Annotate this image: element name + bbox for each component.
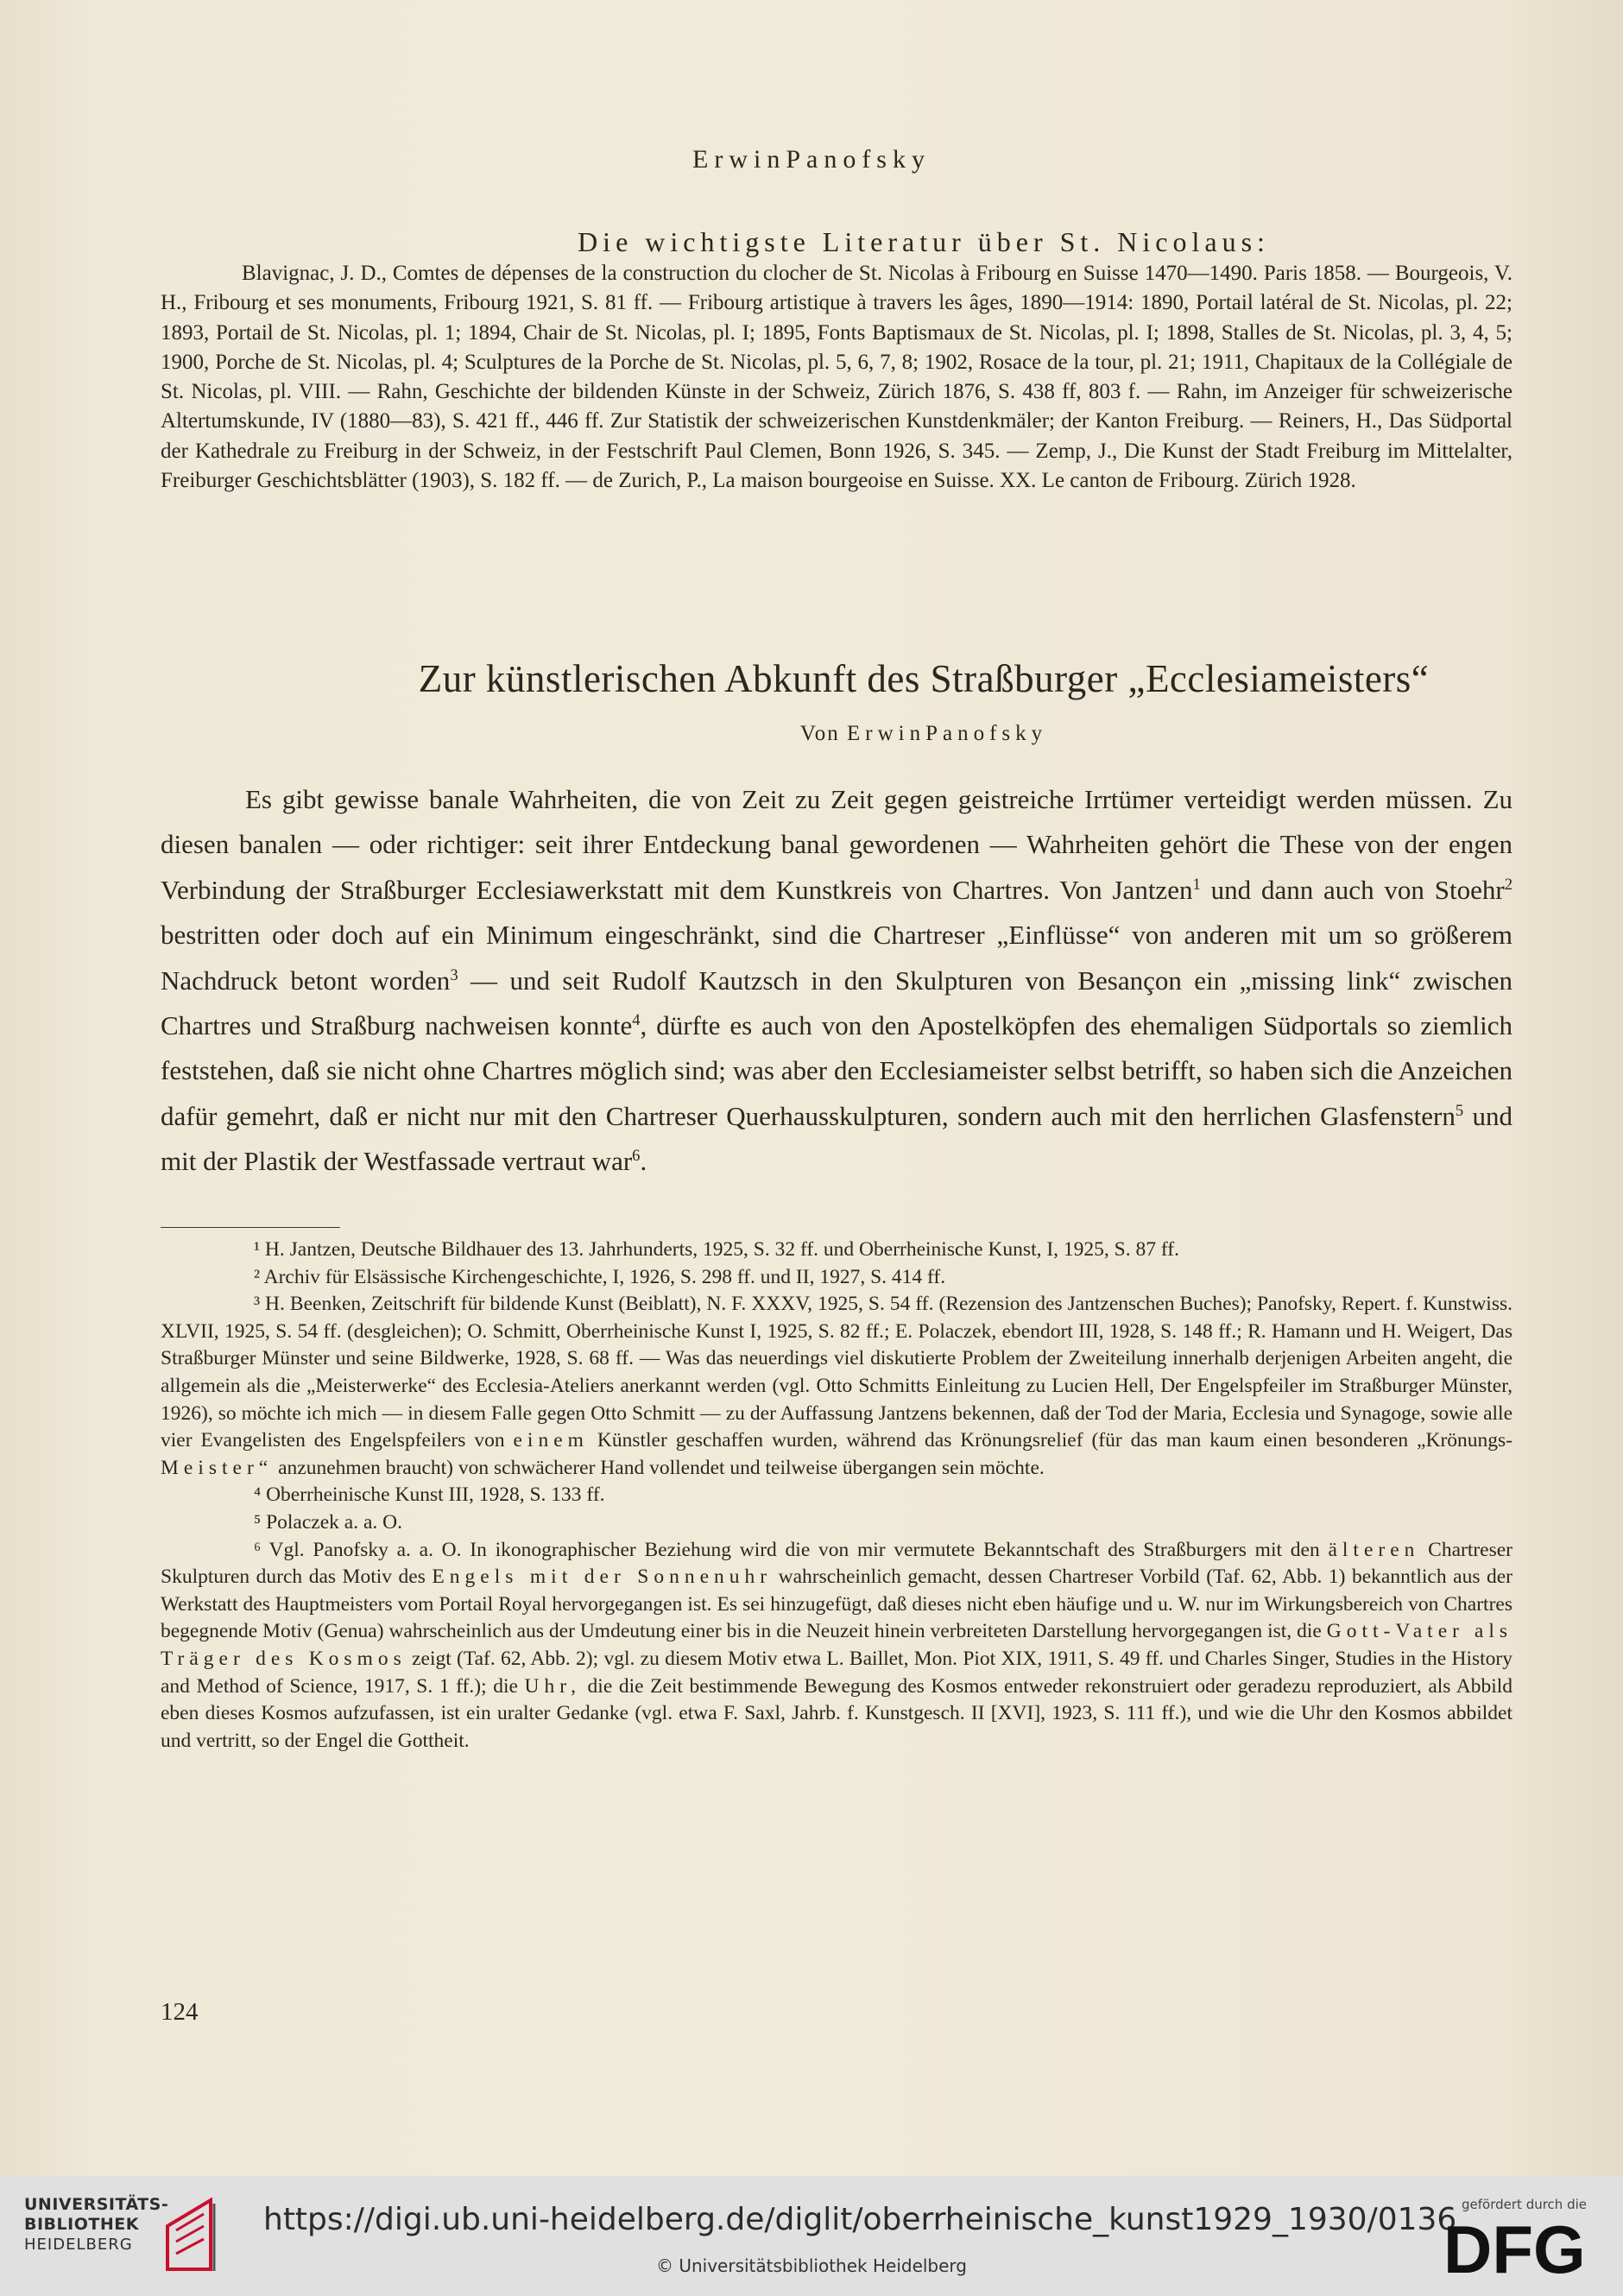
- footnote-1: ¹ H. Jantzen, Deutsche Bildhauer des 13. Jahrhunderts, 1925, S. 32 ff. und Oberrheinische Kunst, I, 1925, S. 87 ff.: [254, 1238, 1179, 1261]
- emphasis-spaced: Uhr,: [524, 1674, 581, 1698]
- body-text: — und seit Rudolf Kautzsch in den Skulpturen von Besançon ein „missing link“ zwischen Chartres und Straßburg nachweisen konnte: [161, 965, 1512, 1041]
- body-text: bestritten oder doch auf ein Minimum eingeschränkt, sind die Chartreser „Einflüsse“ von anderen mit um so größerem Nachdruck betont worden: [161, 920, 1512, 996]
- library-logo[interactable]: [24, 2195, 168, 2255]
- footnote-ref-4[interactable]: 4: [632, 1010, 641, 1029]
- emphasis-spaced: älteren: [1328, 1538, 1420, 1561]
- library-name-line3: HEIDELBERG: [24, 2236, 133, 2254]
- footnote-ref-2[interactable]: 2: [1504, 875, 1512, 894]
- footnote-2: ² Archiv für Elsässische Kirchengeschichte, I, 1926, S. 298 ff. und II, 1927, S. 414 ff.: [254, 1265, 946, 1288]
- footnote-text: ⁶ Vgl. Panofsky a. a. O. In ikonographischer Beziehung wird die von mir vermutete Bekanntschaft des Straßburgers mit den: [254, 1538, 1320, 1561]
- document-url[interactable]: https://digi.ub.uni-heidelberg.de/diglit/oberrheinische_kunst1929_1930/0136: [263, 2202, 1457, 2237]
- article-title: Zur künstlerischen Abkunft des Straßburger „Ecclesiameisters“: [418, 657, 1430, 700]
- page-number: 124: [161, 1998, 199, 2026]
- viewer-footer: [0, 2176, 1623, 2296]
- library-name-line2: BIBLIOTHEK: [24, 2215, 139, 2234]
- funding-note: gefördert durch die: [1462, 2197, 1587, 2212]
- footnote-text: zeigt (Taf. 62, Abb. 2); vgl. zu diesem Motiv etwa L. Baillet, Mon. Piot XIX, 1911, S. 49 ff. und Charles Singer, Studies in the History and Method of Science, 1917, S. 1 ff.); die: [161, 1647, 1512, 1698]
- emphasis-spaced: Engels mit der Sonnenuhr: [432, 1565, 773, 1589]
- footnote-6: [161, 1537, 1512, 1755]
- footnote-ref-5[interactable]: 5: [1455, 1101, 1464, 1120]
- footnote-ref-6[interactable]: 6: [632, 1147, 641, 1166]
- footnote-ref-1[interactable]: 1: [1192, 875, 1201, 894]
- footnote-4: ⁴ Oberrheinische Kunst III, 1928, S. 133 ff.: [254, 1483, 605, 1507]
- dfg-logo-text: DFG: [1443, 2211, 1586, 2280]
- footnote-text: die die Zeit bestimmende Bewegung des Kosmos entweder rekonstruiert oder geradezu reproduziert, als Abbild eben dieses Kosmos aufzufassen, ist ein uralter Gedanke (vgl. etwa F. Saxl, Jahrb. f. Kunstgesch. II [XVI], 1923, S. 111 ff.), und wie die Uhr den Kosmos abbildet und vertritt, so der Engel die Gottheit.: [161, 1674, 1513, 1752]
- emphasis-spaced: einem: [513, 1429, 589, 1452]
- footnote-text: Chartreser Skulpturen durch das Motiv des: [161, 1538, 1513, 1589]
- body-text: und mit der Plastik der Westfassade vertraut war: [161, 1100, 1512, 1177]
- footnotes: [161, 1237, 1512, 1755]
- footnote-text: Künstler geschaffen wurden, während das Krönungsrelief (für das man kaum einen besonderen „Krönungs-: [597, 1429, 1513, 1452]
- article-byline: [0, 722, 1623, 746]
- emphasis-spaced: Meister“: [161, 1456, 274, 1479]
- library-name-line1: UNIVERSITÄTS-: [24, 2195, 169, 2214]
- dfg-logo[interactable]: [1442, 2211, 1597, 2280]
- emphasis-spaced: Gott-Vater als Träger des Kosmos: [161, 1620, 1512, 1670]
- body-text: Es gibt gewisse banale Wahrheiten, die von Zeit zu Zeit gegen geistreiche Irrtümer verteidigt werden müssen. Zu diesen banalen — oder richtiger: seit ihrer Entdeckung banal gewordenen — Wahrheiten gehört die These von der engen Verbindung der Straßburger Ecclesiawerkstatt mit dem Kunstkreis von Chartres. Von Jantzen: [161, 784, 1512, 905]
- footnote-5: ⁵ Polaczek a. a. O.: [254, 1510, 402, 1534]
- body-text: und dann auch von Stoehr: [1200, 874, 1505, 905]
- copyright-notice: © Universitätsbibliothek Heidelberg: [655, 2255, 967, 2276]
- footnote-ref-3[interactable]: 3: [450, 965, 458, 984]
- body-text: .: [640, 1146, 647, 1177]
- footnote-text: anzunehmen braucht) von schwächerer Hand vollendet und teilweise übergangen sein möchte.: [278, 1456, 1045, 1479]
- literature-list: Blavignac, J. D., Comtes de dépenses de la construction du clocher de St. Nicolas à Fribourg en Suisse 1470—1490. Paris 1858. — Bourgeois, V. H., Fribourg et ses monuments, Fribourg 1921, S. 81 ff. — Fribourg artistique à travers les âges, 1890—1914: 1890, Portail latéral de St. Nicolas, pl. 22; 1893, Portail de St. Nicolas, pl. 1; 1894, Chair de St. Nicolas, pl. I; 1895, Fonts Baptismaux de St. Nicolas, pl. I; 1898, Stalles de St. Nicolas, pl. 3, 4, 5; 1900, Porche de St. Nicolas, pl. 4; Sculptures de la Porche de St. Nicolas, pl. 5, 6, 7, 8; 1902, Rosace de la tour, pl. 21; 1911, Chapitaux de la Collégiale de St. Nicolas, pl. VIII. — Rahn, Geschichte der bildenden Künste in der Schweiz, Zürich 1876, S. 438 ff, 803 f. — Rahn, im Anzeiger für schweizerische Altertumskunde, IV (1880—83), S. 421 ff., 446 ff. Zur Statistik der schweizerischen Kunstdenkmäler; der Kanton Freiburg. — Reiners, H., Das Südportal der Kathedrale zu Freiburg in der Schweiz, in der Festschrift Paul Clemen, Bonn 1926, S. 345. — Zemp, J., Die Kunst der Stadt Freiburg im Mittelalter, Freiburger Geschichtsblätter (1903), S. 182 ff. — de Zurich, P., La maison bourgeoise en Suisse. XX. Le canton de Fribourg. Zürich 1928.: [161, 262, 1512, 493]
- article-body: [161, 777, 1512, 1185]
- body-text: , dürfte es auch von den Apostelköpfen des ehemaligen Südportals so ziemlich feststehen, daß sie nicht ohne Chartres möglich sind; was aber den Ecclesiameister selbst betrifft, so haben sich die Anzeichen dafür gemehrt, daß er nicht nur mit den Chartreser Querhausskulpturen, sondern auch mit den herrlichen Glasfenstern: [161, 1010, 1512, 1131]
- byline-author: ErwinPanofsky: [846, 722, 1048, 745]
- literature-heading: Die wichtigste Literatur über St. Nicolaus:: [578, 226, 1270, 257]
- footnote-text: ³ H. Beenken, Zeitschrift für bildende Kunst (Beiblatt), N. F. XXXV, 1925, S. 54 ff. (Rezension des Jantzenschen Buches); Panofsky, Repert. f. Kunstwiss. XLVII, 1925, S. 54 ff. (desgleichen); O. Schmitt, Oberrheinische Kunst I, 1925, S. 82 ff.; E. Polaczek, ebendort III, 1928, S. 148 ff.; R. Hamann und H. Weigert, Das Straßburger Münster und seine Bildwerke, 1928, S. 68 ff. — Was das neuerdings viel diskutierte Problem der Zweiteilung innerhalb derjenigen Arbeiten angeht, die allgemein als die „Meisterwerke“ des Ecclesia-Ateliers anerkannt werden (vgl. Otto Schmitts Einleitung zu Lucien Hell, Der Engelspfeiler im Straßburger Münster, 1926), so möchte ich mich — in diesem Falle gegen Otto Schmitt — zu der Auffassung Jantzens bekennen, daß der Tod der Maria, Ecclesia und Synagoge, sowie alle vier Evangelisten des Engelspfeilers von: [161, 1293, 1512, 1452]
- footnote-3: [161, 1291, 1512, 1482]
- running-head: ErwinPanofsky: [692, 145, 931, 174]
- footnote-divider: [161, 1227, 340, 1228]
- footnote-text: wahrscheinlich gemacht, dessen Chartreser Vorbild (Taf. 62, Abb. 1) bekanntlich aus der Werkstatt des Hauptmeisters vom Portail Royal hervorgegangen ist. Es sei hinzugefügt, daß dieses nicht eben häufige und u. W. nur im Wirkungsbereich von Chartres begegnende Motiv (Genua) wahrscheinlich aus der Umdeutung einer bis in die Neuzeit hinein verbreiteten Darstellung hervorgegangen ist, die: [161, 1565, 1512, 1643]
- byline-prefix: Von: [799, 722, 840, 745]
